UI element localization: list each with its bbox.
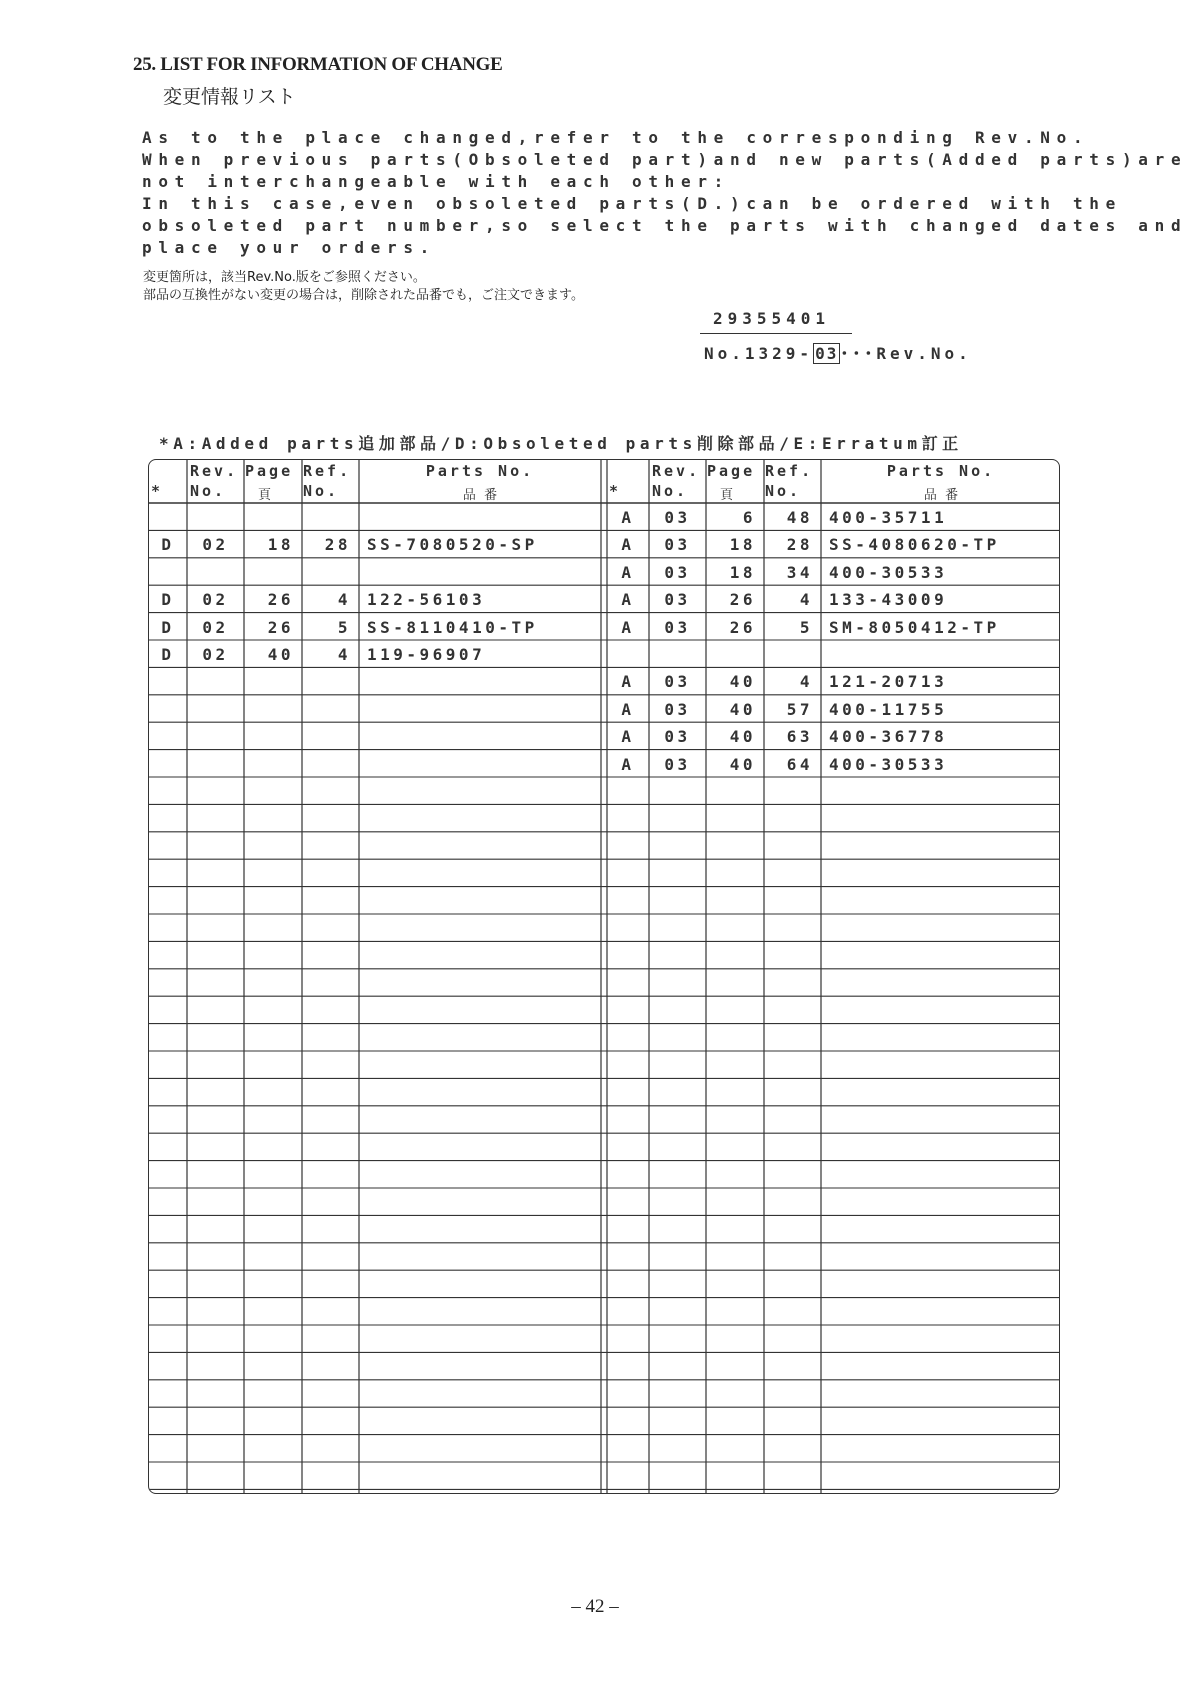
header-ref-sub-left: No. (303, 482, 340, 500)
cell-ref-right: 4 (799, 672, 813, 692)
cell-ref-right (764, 641, 813, 668)
cell-rev-left (187, 559, 244, 586)
cell-rev-left: 02 (202, 590, 229, 610)
cell-page-right: 26 (729, 590, 756, 610)
cell-type-left: D (161, 617, 175, 637)
cell-ref-right: 28 (786, 535, 813, 555)
cell-type-right: A (621, 617, 635, 637)
cell-type-right: A (621, 535, 635, 555)
cell-rev-right: 03 (664, 562, 691, 582)
cell-parts-right: 400-30533 (829, 754, 948, 774)
cell-rev-left (187, 668, 244, 695)
cell-rev-left (187, 751, 244, 778)
cell-type-left: D (161, 590, 175, 610)
cell-parts-left (367, 723, 597, 750)
cell-ref-right: 34 (786, 562, 813, 582)
revision-prefix: No.1329- (704, 344, 814, 363)
header-parts-sub-left: 品 番 (462, 488, 498, 503)
cell-rev-right: 03 (664, 727, 691, 747)
legend: *A:Added parts追加部品/D:Obsoleted parts削除部品/E:Erratum訂正 (159, 434, 963, 453)
cell-type-left: D (161, 645, 175, 664)
cell-type-right: A (621, 727, 635, 747)
cell-page-right: 18 (729, 535, 756, 555)
cell-ref-right: 48 (786, 508, 813, 527)
cell-page-left (244, 504, 294, 531)
instruction-line: place your orders. (142, 238, 436, 257)
cell-type-right: A (621, 562, 635, 582)
cell-rev-left (187, 504, 244, 531)
header-rev-right: Rev. (652, 462, 701, 480)
header-parts-sub-right: 品 番 (923, 488, 959, 503)
cell-parts-right: 400-36778 (829, 727, 948, 747)
instruction-line: As to the place changed,refer to the corresponding Rev.No. (142, 128, 1090, 147)
cell-type-right (607, 641, 649, 668)
cell-type-left: D (161, 535, 175, 555)
cell-type-left (149, 696, 187, 723)
japanese-note (143, 269, 584, 305)
cell-rev-right: 03 (664, 590, 691, 610)
cell-parts-right: SM-8050412-TP (829, 617, 1000, 637)
cell-rev-left: 02 (202, 645, 229, 664)
cell-parts-left (367, 751, 597, 778)
change-list-table (148, 459, 1060, 1494)
japanese-note-line: 変更箇所は，該当Rev.No.版をご参照ください。 (143, 270, 426, 285)
header-rev-left: Rev. (190, 462, 239, 480)
cell-page-left (244, 559, 294, 586)
header-page-sub-left: 頁 (258, 488, 272, 503)
cell-page-right: 18 (729, 562, 756, 582)
header-page-sub-right: 頁 (720, 488, 734, 503)
header-page-right: Page (707, 462, 756, 480)
cell-type-left (149, 668, 187, 695)
cell-rev-left: 02 (202, 535, 229, 555)
cell-ref-left (302, 504, 351, 531)
cell-page-right: 40 (729, 754, 756, 774)
cell-page-right: 40 (729, 672, 756, 692)
cell-type-right: A (621, 590, 635, 610)
document-number: 29355401 (713, 309, 831, 328)
cell-page-right (706, 641, 756, 668)
header-star-left: * (151, 482, 164, 500)
cell-rev-right: 03 (664, 754, 691, 774)
cell-type-left (149, 751, 187, 778)
cell-rev-right: 03 (664, 535, 691, 555)
cell-parts-left: SS-7080520-SP (367, 535, 538, 555)
cell-rev-left (187, 696, 244, 723)
cell-parts-right: 400-35711 (829, 508, 948, 527)
cell-ref-left (302, 668, 351, 695)
header-ref-right: Ref. (765, 462, 814, 480)
cell-ref-left: 28 (324, 535, 351, 555)
cell-rev-right: 03 (664, 617, 691, 637)
cell-rev-right: 03 (664, 672, 691, 692)
header-rev-sub-right: No. (652, 482, 689, 500)
cell-page-left: 40 (267, 645, 294, 664)
revision-line (704, 341, 972, 364)
cell-page-left: 18 (267, 535, 294, 555)
cell-ref-left (302, 751, 351, 778)
cell-ref-right: 5 (799, 617, 813, 637)
cell-type-left (149, 504, 187, 531)
cell-rev-right (649, 641, 706, 668)
cell-ref-right: 4 (799, 590, 813, 610)
cell-parts-left (367, 559, 597, 586)
page-number: – 42 – (571, 1596, 619, 1617)
cell-rev-left: 02 (202, 617, 229, 637)
header-ref-left: Ref. (303, 462, 352, 480)
cell-parts-right (829, 641, 1057, 668)
header-parts-right: Parts No. (886, 462, 996, 480)
cell-parts-left (367, 504, 597, 531)
cell-ref-right: 63 (786, 727, 813, 747)
cell-ref-left (302, 559, 351, 586)
cell-parts-left (367, 668, 597, 695)
cell-type-right: A (621, 508, 635, 527)
instruction-line: When previous parts(Obsoleted part)and new parts(Added parts)are (142, 150, 1188, 169)
header-ref-sub-right: No. (765, 482, 802, 500)
header-rev-sub-left: No. (190, 482, 227, 500)
cell-parts-right: 121-20713 (829, 672, 948, 692)
instructions-block (142, 127, 1187, 259)
cell-parts-right: 400-30533 (829, 562, 948, 582)
page-heading: 25. LIST FOR INFORMATION OF CHANGE (133, 54, 503, 75)
revision-suffix: ･･･Rev.No. (840, 344, 972, 363)
cell-page-left: 26 (267, 590, 294, 610)
header-page-left: Page (245, 462, 294, 480)
header-parts-left: Parts No. (425, 462, 535, 480)
cell-parts-left: 119-96907 (367, 645, 486, 664)
cell-parts-right: SS-4080620-TP (829, 535, 1000, 555)
cell-rev-right: 03 (664, 508, 691, 527)
page-heading-japanese: 変更情報リスト (163, 86, 296, 108)
cell-ref-right: 57 (786, 699, 813, 719)
cell-rev-right: 03 (664, 699, 691, 719)
cell-ref-left: 4 (337, 645, 351, 664)
cell-ref-right: 64 (786, 754, 813, 774)
cell-ref-left (302, 723, 351, 750)
header-star-right: * (609, 482, 622, 500)
cell-parts-right: 133-43009 (829, 590, 948, 610)
cell-type-right: A (621, 699, 635, 719)
cell-page-left (244, 723, 294, 750)
cell-page-right: 26 (729, 617, 756, 637)
cell-page-right: 40 (729, 699, 756, 719)
cell-type-right: A (621, 672, 635, 692)
cell-rev-left (187, 723, 244, 750)
cell-page-right: 6 (742, 508, 756, 527)
cell-page-left (244, 751, 294, 778)
cell-page-left (244, 696, 294, 723)
cell-parts-left: SS-8110410-TP (367, 617, 538, 637)
revision-number-box: 03 (815, 344, 839, 363)
cell-page-right: 40 (729, 727, 756, 747)
cell-type-left (149, 559, 187, 586)
cell-page-left: 26 (267, 617, 294, 637)
instruction-line: not interchangeable with each other: (142, 172, 730, 191)
cell-ref-left: 5 (337, 617, 351, 637)
japanese-note-line: 部品の互換性がない変更の場合は，削除された品番でも，ご注文できます。 (143, 288, 584, 303)
document-number-rule (700, 333, 852, 334)
cell-page-left (244, 668, 294, 695)
instruction-line: obsoleted part number,so select the parts with changed dates and (142, 216, 1188, 235)
cell-parts-left: 122-56103 (367, 590, 486, 610)
cell-ref-left (302, 696, 351, 723)
cell-parts-left (367, 696, 597, 723)
cell-type-right: A (621, 754, 635, 774)
instruction-line: In this case,even obsoleted parts(D.)can be ordered with the (142, 194, 1122, 213)
cell-type-left (149, 723, 187, 750)
cell-ref-left: 4 (337, 590, 351, 610)
cell-parts-right: 400-11755 (829, 699, 948, 719)
